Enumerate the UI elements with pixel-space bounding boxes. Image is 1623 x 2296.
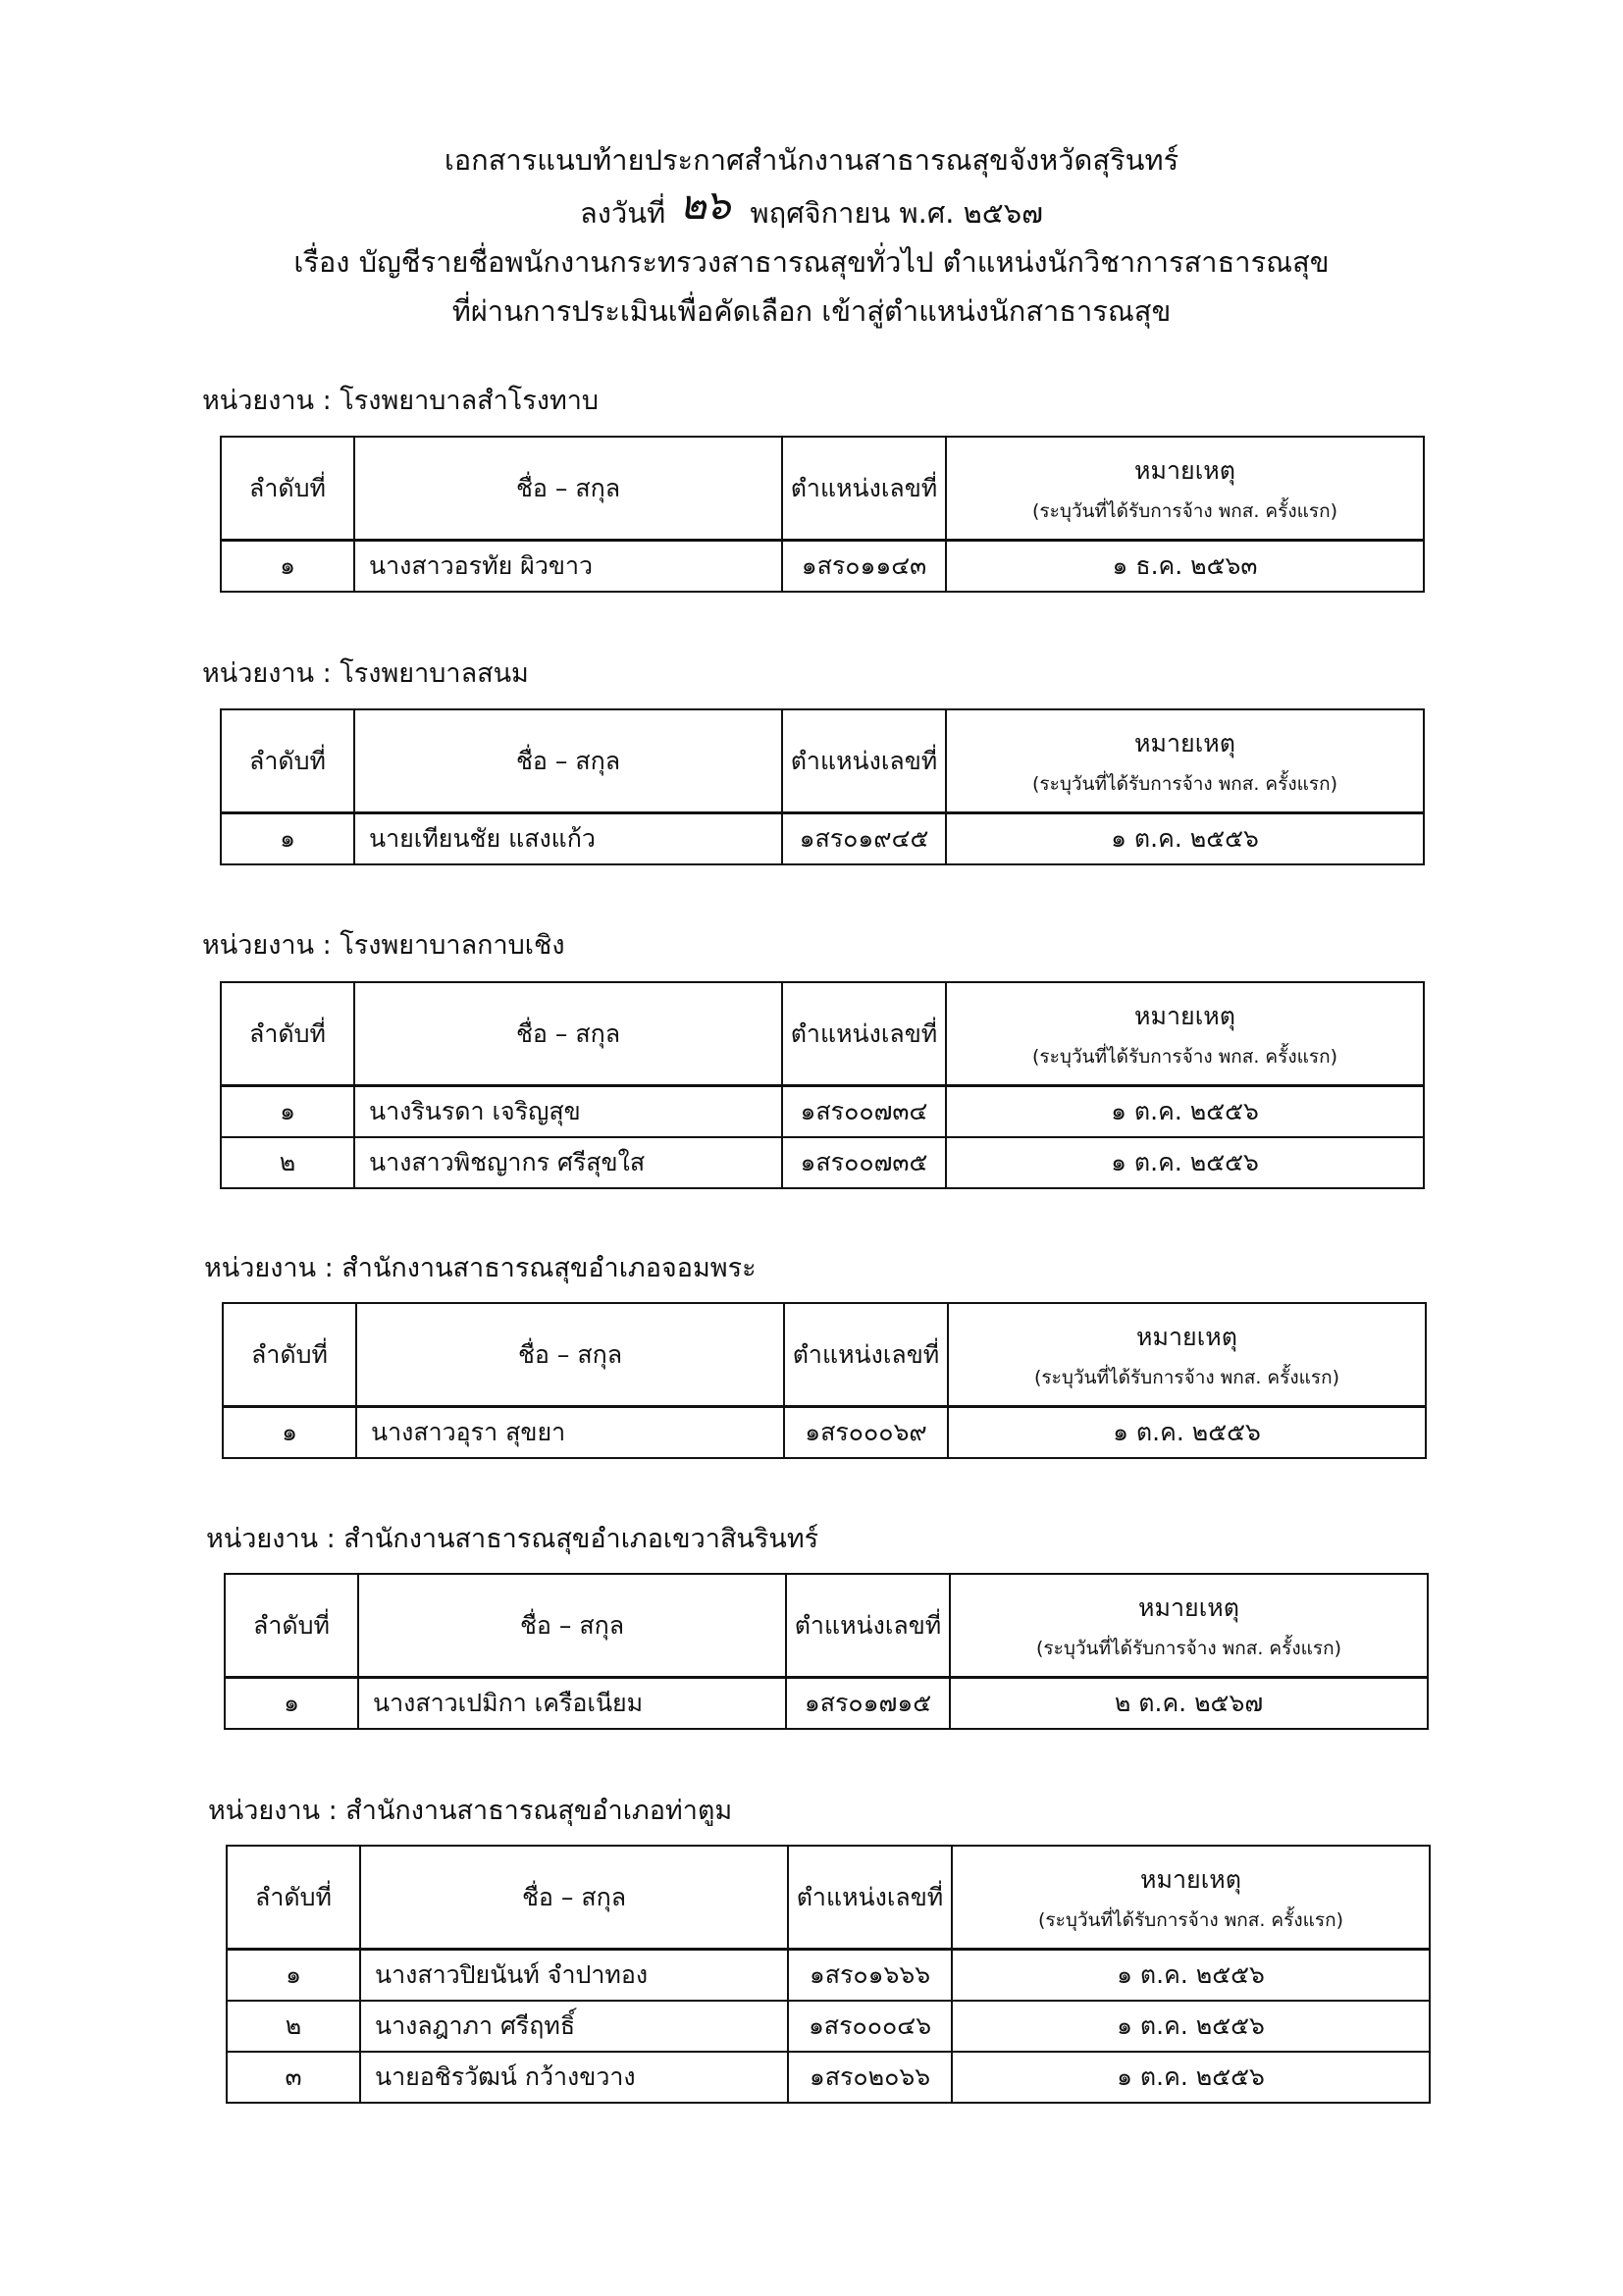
table-header-row <box>223 1303 1426 1407</box>
cell-position-no: ๑สร๐๒๐๖๖ <box>788 2052 952 2103</box>
col-header-position-no: ตำแหน่งเลขที่ <box>786 1574 950 1678</box>
table-header-row <box>221 982 1424 1086</box>
cell-remark: ๑ ต.ค. ๒๕๕๖ <box>952 1950 1430 2002</box>
employee-table <box>220 708 1425 865</box>
remark-title: หมายเหตุ <box>1134 1001 1235 1030</box>
cell-name: นางสาวอุรา สุขยา <box>356 1407 784 1459</box>
col-header-name: ชื่อ – สกุล <box>356 1303 784 1407</box>
col-header-name: ชื่อ – สกุล <box>354 437 782 541</box>
cell-no: ๑ <box>227 1950 360 2002</box>
handwritten-day: ๒๖ <box>679 181 729 229</box>
employee-table <box>226 1845 1431 2104</box>
cell-position-no: ๑สร๐๑๑๔๓ <box>782 541 946 593</box>
cell-name: นางรินรดา เจริญสุข <box>354 1086 782 1138</box>
remark-title: หมายเหตุ <box>1140 1864 1241 1894</box>
employee-table <box>224 1573 1429 1730</box>
table-row <box>221 813 1424 865</box>
cell-position-no: ๑สร๐๑๗๑๕ <box>786 1678 950 1730</box>
cell-position-no: ๑สร๐๐๐๖๙ <box>784 1407 948 1459</box>
remark-subtitle: (ระบุวันที่ได้รับการจ้าง พกส. ครั้งแรก) <box>1034 1366 1339 1388</box>
cell-position-no: ๑สร๐๐๗๓๔ <box>782 1086 946 1138</box>
col-header-position-no: ตำแหน่งเลขที่ <box>782 437 946 541</box>
table-row <box>227 2001 1430 2052</box>
employee-table <box>220 981 1425 1189</box>
cell-remark: ๑ ต.ค. ๒๕๕๖ <box>952 2052 1430 2103</box>
remark-subtitle: (ระบุวันที่ได้รับการจ้าง พกส. ครั้งแรก) <box>1036 1637 1341 1659</box>
unit-heading: หน่วยงาน : โรงพยาบาลสำโรงทาบ <box>202 386 600 416</box>
cell-name: นางลฎาภา ศรีฤทธิ์ <box>360 2001 788 2052</box>
col-header-no: ลำดับที่ <box>223 1303 356 1407</box>
col-header-no: ลำดับที่ <box>221 437 354 541</box>
cell-remark: ๑ ต.ค. ๒๕๕๖ <box>948 1407 1426 1459</box>
cell-no: ๒ <box>227 2001 360 2052</box>
title-line-1: เอกสารแนบท้ายประกาศสำนักงานสาธารณสุขจังหวัดสุรินทร์ <box>444 143 1179 177</box>
unit-heading: หน่วยงาน : โรงพยาบาลสนม <box>202 658 529 689</box>
cell-no: ๒ <box>221 1137 354 1188</box>
table-row <box>227 1950 1430 2002</box>
table-header-row <box>225 1574 1428 1678</box>
remark-title: หมายเหตุ <box>1136 1322 1237 1351</box>
col-header-no: ลำดับที่ <box>227 1846 360 1950</box>
cell-name: นางสาวเปมิกา เครือเนียม <box>358 1678 786 1730</box>
col-header-position-no: ตำแหน่งเลขที่ <box>782 709 946 813</box>
table-row <box>227 2052 1430 2103</box>
col-header-remark <box>948 1303 1426 1407</box>
title-line-4: ที่ผ่านการประเมินเพื่อคัดเลือก เข้าสู่ตำแหน่งนักสาธารณสุข <box>451 294 1172 328</box>
date-prefix: ลงวันที่ <box>580 196 666 230</box>
cell-name: นายอชิรวัฒน์ กว้างขวาง <box>360 2052 788 2103</box>
col-header-position-no: ตำแหน่งเลขที่ <box>782 982 946 1086</box>
unit-heading: หน่วยงาน : สำนักงานสาธารณสุขอำเภอจอมพระ <box>204 1253 757 1283</box>
table-header-row <box>227 1846 1430 1950</box>
col-header-remark <box>946 982 1424 1086</box>
cell-no: ๑ <box>223 1407 356 1459</box>
cell-no: ๑ <box>221 541 354 593</box>
date-suffix: พฤศจิกายน พ.ศ. ๒๕๖๗ <box>750 196 1043 230</box>
col-header-name: ชื่อ – สกุล <box>360 1846 788 1950</box>
col-header-name: ชื่อ – สกุล <box>354 709 782 813</box>
col-header-position-no: ตำแหน่งเลขที่ <box>788 1846 952 1950</box>
cell-name: นางสาวปิยนันท์ จำปาทอง <box>360 1950 788 2002</box>
cell-position-no: ๑สร๐๑๙๔๕ <box>782 813 946 865</box>
col-header-no: ลำดับที่ <box>221 982 354 1086</box>
cell-remark: ๒ ต.ค. ๒๕๖๗ <box>950 1678 1428 1730</box>
col-header-no: ลำดับที่ <box>225 1574 358 1678</box>
col-header-no: ลำดับที่ <box>221 709 354 813</box>
cell-name: นางสาวพิชญากร ศรีสุขใส <box>354 1137 782 1188</box>
cell-remark: ๑ ต.ค. ๒๕๕๖ <box>946 1086 1424 1138</box>
col-header-remark <box>952 1846 1430 1950</box>
employee-table <box>220 436 1425 593</box>
cell-no: ๓ <box>227 2052 360 2103</box>
cell-position-no: ๑สร๐๐๐๔๖ <box>788 2001 952 2052</box>
col-header-name: ชื่อ – สกุล <box>358 1574 786 1678</box>
cell-name: นายเทียนชัย แสงแก้ว <box>354 813 782 865</box>
remark-title: หมายเหตุ <box>1134 455 1235 485</box>
cell-name: นางสาวอรทัย ผิวขาว <box>354 541 782 593</box>
title-line-3: เรื่อง บัญชีรายชื่อพนักงานกระทรวงสาธารณสุขทั่วไป ตำแหน่งนักวิชาการสาธารณสุข <box>293 245 1330 279</box>
col-header-remark <box>946 437 1424 541</box>
cell-position-no: ๑สร๐๐๗๓๕ <box>782 1137 946 1188</box>
unit-heading: หน่วยงาน : สำนักงานสาธารณสุขอำเภอท่าตูม <box>208 1796 733 1826</box>
remark-subtitle: (ระบุวันที่ได้รับการจ้าง พกส. ครั้งแรก) <box>1032 772 1337 795</box>
title-line-2 <box>0 181 1623 237</box>
col-header-remark <box>946 709 1424 813</box>
cell-remark: ๑ ต.ค. ๒๕๕๖ <box>946 1137 1424 1188</box>
table-row <box>223 1407 1426 1459</box>
table-row <box>225 1678 1428 1730</box>
unit-heading: หน่วยงาน : สำนักงานสาธารณสุขอำเภอเขวาสินรินทร์ <box>206 1524 819 1554</box>
table-row <box>221 541 1424 593</box>
remark-title: หมายเหตุ <box>1134 728 1235 757</box>
cell-no: ๑ <box>221 813 354 865</box>
cell-remark: ๑ ต.ค. ๒๕๕๖ <box>952 2001 1430 2052</box>
cell-position-no: ๑สร๐๑๖๖๖ <box>788 1950 952 2002</box>
cell-remark: ๑ ธ.ค. ๒๕๖๓ <box>946 541 1424 593</box>
remark-subtitle: (ระบุวันที่ได้รับการจ้าง พกส. ครั้งแรก) <box>1038 1908 1343 1931</box>
remark-subtitle: (ระบุวันที่ได้รับการจ้าง พกส. ครั้งแรก) <box>1032 499 1337 522</box>
unit-heading: หน่วยงาน : โรงพยาบาลกาบเชิง <box>202 930 565 961</box>
col-header-position-no: ตำแหน่งเลขที่ <box>784 1303 948 1407</box>
cell-no: ๑ <box>221 1086 354 1138</box>
table-header-row <box>221 709 1424 813</box>
remark-title: หมายเหตุ <box>1138 1592 1239 1622</box>
table-header-row <box>221 437 1424 541</box>
cell-no: ๑ <box>225 1678 358 1730</box>
remark-subtitle: (ระบุวันที่ได้รับการจ้าง พกส. ครั้งแรก) <box>1032 1045 1337 1068</box>
table-row <box>221 1086 1424 1138</box>
table-row <box>221 1137 1424 1188</box>
employee-table <box>222 1302 1427 1459</box>
cell-remark: ๑ ต.ค. ๒๕๕๖ <box>946 813 1424 865</box>
col-header-remark <box>950 1574 1428 1678</box>
col-header-name: ชื่อ – สกุล <box>354 982 782 1086</box>
document-title <box>0 135 1623 336</box>
